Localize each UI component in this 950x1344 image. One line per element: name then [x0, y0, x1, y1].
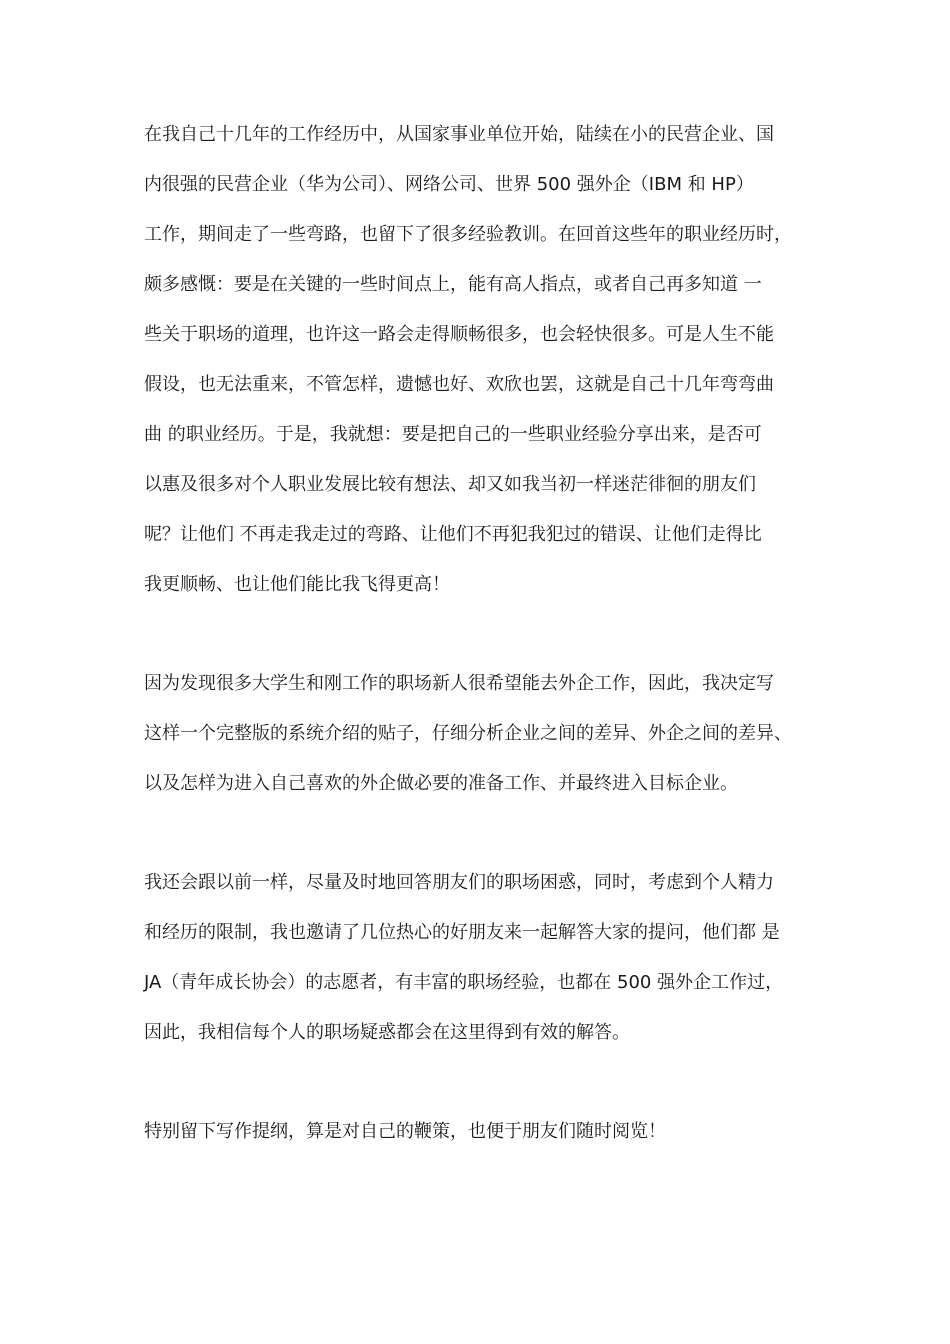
- text-line: 以及怎样为进入自己喜欢的外企做必要的准备工作、并最终进入目标企业。: [144, 773, 738, 794]
- text-line: 和经历的限制，我也邀请了几位热心的好朋友来一起解答大家的提问，他们都 是: [144, 922, 780, 943]
- text-line: 我还会跟以前一样，尽量及时地回答朋友们的职场困惑，同时，考虑到个人精力: [144, 872, 774, 893]
- text-line: 些关于职场的道理，也许这一路会走得顺畅很多，也会轻快很多。可是人生不能: [144, 324, 774, 345]
- text-line: 特别留下写作提纲，算是对自己的鞭策，也便于朋友们随时阅览！: [144, 1121, 666, 1142]
- text-line: 颇多感慨：要是在关键的一些时间点上，能有高人指点，或者自己再多知道 一: [144, 274, 762, 295]
- text-line: 呢？让他们 不再走我走过的弯路、让他们不再犯我犯过的错误、让他们走得比: [144, 524, 762, 545]
- text-line: 因为发现很多大学生和刚工作的职场新人很希望能去外企工作，因此，我决定写: [144, 673, 774, 694]
- text-line: 以惠及很多对个人职业发展比较有想法、却又如我当初一样迷茫徘徊的朋友们: [144, 474, 756, 495]
- text-line: 这样一个完整版的系统介绍的贴子，仔细分析企业之间的差异、外企之间的差异、: [144, 723, 792, 744]
- text-line: 因此，我相信每个人的职场疑惑都会在这里得到有效的解答。: [144, 1022, 630, 1043]
- text-line: 工作，期间走了一些弯路，也留下了很多经验教训。在回首这些年的职业经历时，: [144, 224, 792, 245]
- text-line: 曲 的职业经历。于是，我就想：要是把自己的一些职业经验分享出来，是否可: [144, 424, 762, 445]
- text-line: 假设，也无法重来，不管怎样，遗憾也好、欢欣也罢，这就是自己十几年弯弯曲: [144, 374, 774, 395]
- text-line: 我更顺畅、也让他们能比我飞得更高！: [144, 574, 450, 595]
- text-line: 在我自己十几年的工作经历中，从国家事业单位开始，陆续在小的民营企业、国: [144, 124, 774, 145]
- text-line: JA（青年成长协会）的志愿者，有丰富的职场经验，也都在 500 强外企工作过，: [144, 972, 784, 993]
- text-line: 内很强的民营企业（华为公司）、网络公司、世界 500 强外企（IBM 和 HP）: [144, 174, 754, 195]
